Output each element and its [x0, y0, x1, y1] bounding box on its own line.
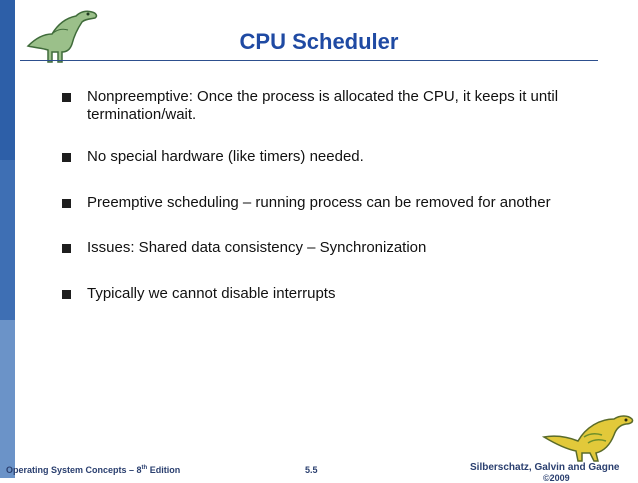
- side-bar-segment-mid: [0, 160, 15, 320]
- side-bar-segment-dark: [0, 0, 15, 160]
- list-item: [62, 239, 622, 257]
- bullet-square-icon: [62, 153, 71, 162]
- footer-page-number: 5.5: [305, 465, 318, 475]
- bullet-text: Nonpreemptive: Once the process is allocated the CPU, it keeps it until termination/wait.: [87, 88, 559, 123]
- bullet-square-icon: [62, 290, 71, 299]
- bullet-text: Issues: Shared data consistency – Synchronization: [87, 239, 427, 256]
- footer-book-title-tail: Edition: [147, 465, 181, 475]
- bullet-square-icon: [62, 93, 71, 102]
- bullet-list: [62, 88, 622, 303]
- footer-book-title: [6, 465, 180, 475]
- side-bar-segment-light: [0, 320, 15, 478]
- footer-book-title-sup: th: [141, 465, 148, 471]
- footer-authors: Silberschatz, Galvin and Gagne: [470, 462, 620, 473]
- slide-title-text: CPU Scheduler: [239, 29, 399, 54]
- bullet-square-icon: [62, 199, 71, 208]
- list-item: [62, 285, 622, 303]
- footer-copyright: ©2009: [543, 473, 570, 483]
- list-item: [62, 194, 622, 212]
- footer-book-title-main: Operating System Concepts – 8: [6, 465, 142, 475]
- bullet-text: Typically we cannot disable interrupts: [87, 285, 336, 302]
- bullet-text: No special hardware (like timers) needed.: [87, 148, 364, 165]
- bullet-text: Preemptive scheduling – running process can be removed for another: [87, 194, 551, 211]
- left-side-bar: [0, 0, 15, 478]
- slide-title: [0, 29, 638, 55]
- dinosaur-logo-icon: [540, 407, 636, 465]
- list-item: [62, 148, 622, 166]
- title-divider: [20, 60, 598, 61]
- list-item: [62, 88, 622, 124]
- bullet-square-icon: [62, 244, 71, 253]
